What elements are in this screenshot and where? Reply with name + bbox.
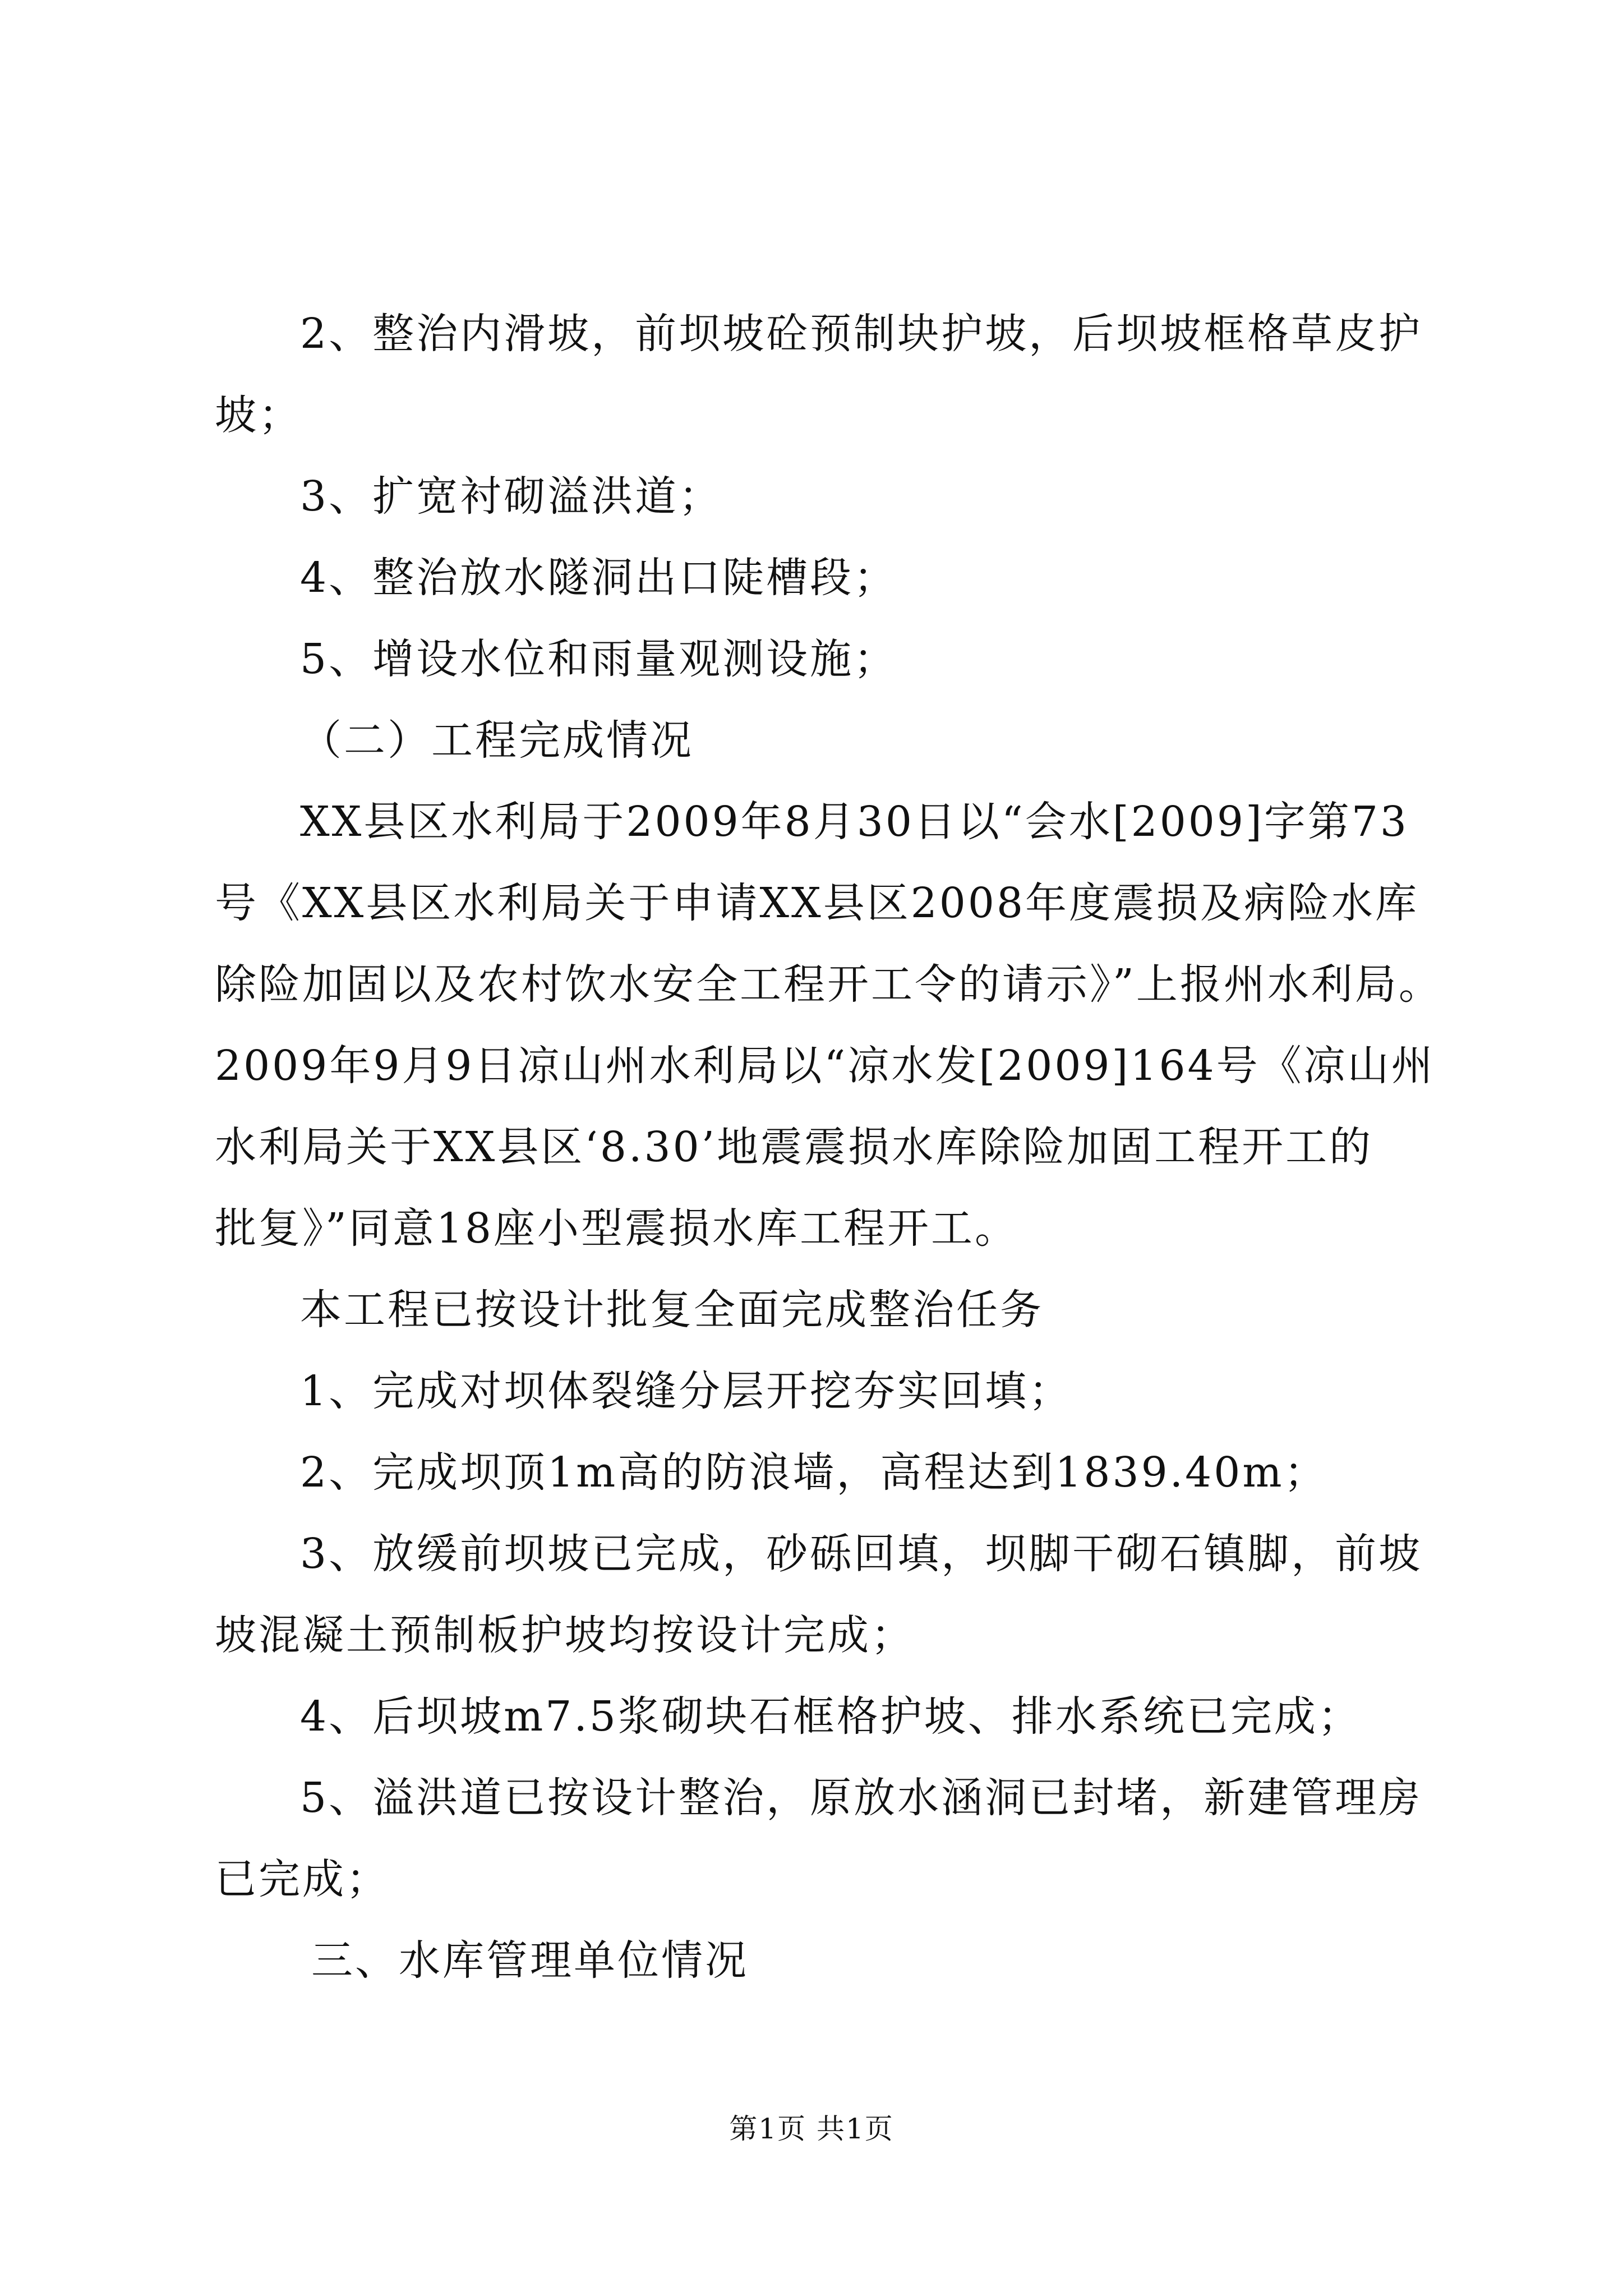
paragraph-line: 水利局关于XX县区‘8.30’地震震损水库除险加固工程开工的	[215, 1123, 1373, 1171]
paragraph-line: 批复》”同意18座小型震损水库工程开工。	[215, 1204, 1018, 1253]
paragraph-line: 2、完成坝顶1m高的防浪墙，高程达到1839.40m；	[300, 1448, 1328, 1497]
paragraph-line: 坡混凝土预制板护坡均按设计完成；	[215, 1611, 915, 1659]
paragraph-line: 2009年9月9日凉山州水利局以“凉水发[2009]164号《凉山州	[215, 1042, 1435, 1090]
paragraph-line: 4、整治放水隧洞出口陡槽段；	[300, 554, 898, 602]
paragraph-line: 3、扩宽衬砌溢洪道；	[300, 472, 723, 521]
paragraph-line: 3、放缓前坝坡已完成，砂砾回填，坝脚干砌石镇脚，前坡	[300, 1530, 1423, 1578]
paragraph-line: 4、后坝坡m7.5浆砌块石框格护坡、排水系统已完成；	[300, 1692, 1362, 1741]
page-footer: 第1页 共1页	[729, 2113, 894, 2145]
paragraph-line: 坡；	[215, 391, 302, 439]
paragraph-line: 5、增设水位和雨量观测设施；	[300, 635, 898, 683]
paragraph-line: 本工程已按设计批复全面完成整治任务	[300, 1286, 1044, 1334]
paragraph-line: 除险加固以及农村饮水安全工程开工令的请示》”上报州水利局。	[215, 960, 1442, 1009]
section-heading: （二）工程完成情况	[300, 716, 694, 765]
paragraph-line: 号《XX县区水利局关于申请XX县区2008年度震损及病险水库	[215, 879, 1419, 927]
paragraph-line: 5、溢洪道已按设计整治，原放水涵洞已封堵，新建管理房	[300, 1774, 1423, 1822]
paragraph-line: 2、整治内滑坡，前坝坡砼预制块护坡，后坝坡框格草皮护	[300, 310, 1423, 358]
paragraph-line: 已完成；	[215, 1855, 390, 1903]
paragraph-line: XX县区水利局于2009年8月30日以“会水[2009]字第73	[300, 798, 1409, 846]
section-heading: 三、水库管理单位情况	[311, 1936, 749, 1985]
paragraph-line: 1、完成对坝体裂缝分层开挖夯实回填；	[300, 1367, 1073, 1415]
